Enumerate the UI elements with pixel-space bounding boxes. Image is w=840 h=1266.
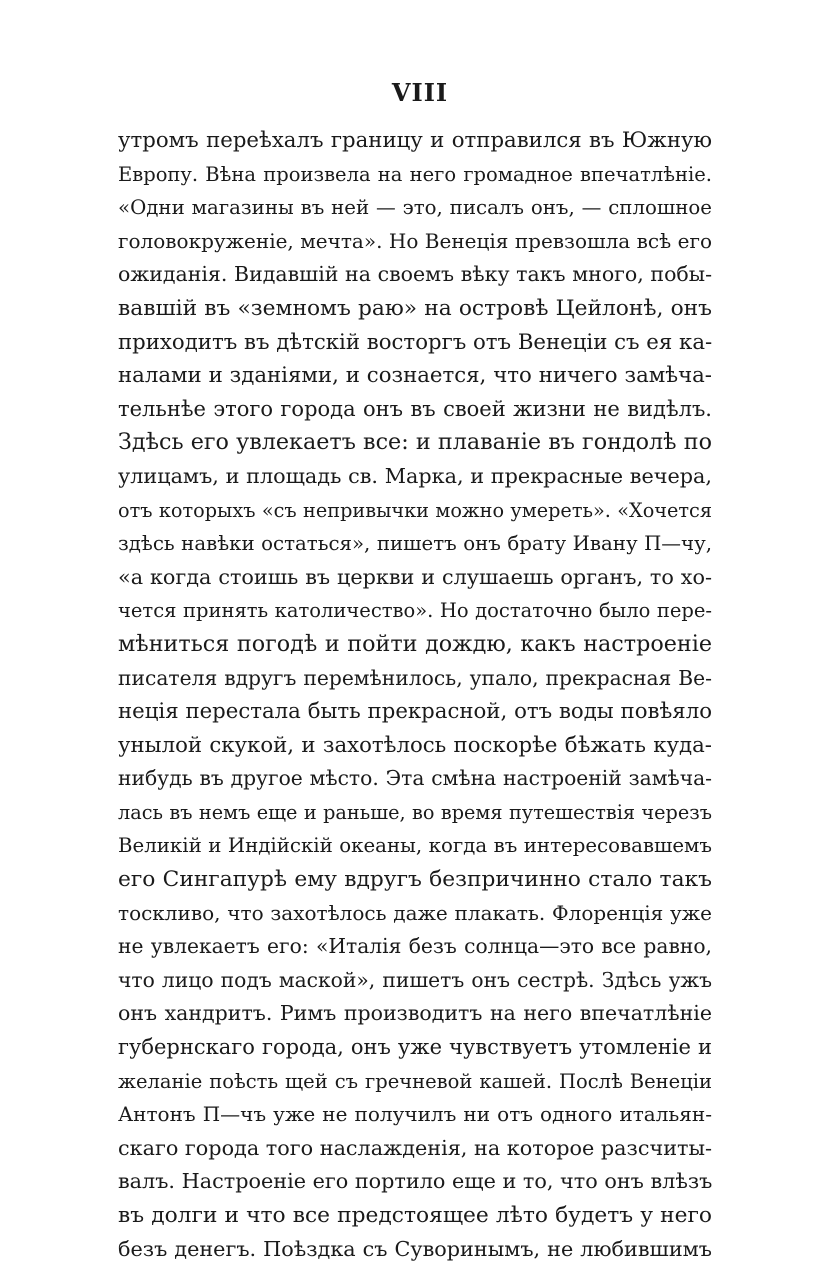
text-line: онъ хандритъ. Римъ производитъ на него впечатлѣніе — [118, 1001, 712, 1026]
text-line: вавшій въ «земномъ раю» на островѣ Цейлонѣ, онъ — [118, 295, 712, 321]
text-line: улицамъ, и площадь св. Марка, и прекрасные вечера, — [118, 463, 712, 488]
text-line: нибудь въ другое мѣсто. Эта смѣна настроеній замѣча- — [118, 766, 712, 791]
text-line: чется принять католичество». Но достаточно было пере- — [118, 599, 712, 623]
text-line: утромъ переѣхалъ границу и отправился въ Южную — [118, 128, 712, 153]
text-line: приходитъ въ дѣтскій восторгъ отъ Венеціи съ ея ка- — [118, 329, 712, 355]
text-line: Здѣсь его увлекаетъ все: и плаваніе въ гондолѣ по — [118, 429, 712, 456]
text-line: желаніе поѣсть щей съ гречневой кашей. Послѣ Венеціи — [118, 1069, 712, 1093]
text-line: скаго города того наслажденія, на которое разсчиты- — [118, 1135, 712, 1160]
text-line: головокруженіе, мечта». Но Венеція превзошла всѣ его — [118, 228, 712, 253]
text-line: налами и зданіями, и сознается, что ничего замѣча- — [118, 363, 712, 389]
text-line: ожиданія. Видавшій на своемъ вѣку такъ много, побы- — [118, 262, 712, 287]
text-line: его Сингапурѣ ему вдругъ безпричинно стало такъ — [118, 867, 712, 893]
text-line: «Одни магазины въ ней — это, писалъ онъ, — сплошное — [118, 196, 712, 220]
text-line: Европу. Вѣна произвела на него громадное впечатлѣніе. — [118, 162, 712, 186]
text-line: валъ. Настроеніе его портило еще и то, что онъ влѣзъ — [118, 1169, 712, 1194]
text-line: не увлекаетъ его: «Италія безъ солнца—это все равно, — [118, 934, 712, 959]
text-line: лась въ немъ еще и раньше, во время путешествія черезъ — [118, 800, 712, 824]
text-line: неція перестала быть прекрасной, отъ воды повѣяло — [118, 699, 712, 725]
text-line: тельнѣе этого города онъ въ своей жизни не видѣлъ. — [118, 396, 712, 421]
text-line: губернскаго города, онъ уже чувствуетъ утомленіе и — [118, 1035, 712, 1060]
text-line: въ долги и что все предстоящее лѣто будетъ у него — [118, 1203, 712, 1228]
text-line: унылой скукой, и захотѣлось поскорѣе бѣжать куда- — [118, 732, 712, 758]
text-line: что лицо подъ маской», пишетъ онъ сестрѣ. Здѣсь ужъ — [118, 967, 712, 992]
text-line: писателя вдругъ перемѣнилось, упало, прекрасная Ве- — [118, 665, 712, 690]
text-line: Антонъ П—чъ уже не получилъ ни отъ одного итальян- — [118, 1102, 712, 1127]
text-line: Великій и Индійскій океаны, когда въ интересовавшемъ — [118, 834, 712, 858]
body-text — [118, 124, 712, 1266]
text-line: здѣсь навѣки остаться», пишетъ онъ брату Ивану П—чу, — [118, 532, 712, 556]
text-line: тоскливо, что захотѣлось даже плакать. Флоренція уже — [118, 900, 712, 925]
text-line: безъ денегъ. Поѣздка съ Суворинымъ, не любившимъ — [118, 1236, 712, 1261]
text-line: мѣниться погодѣ и пойти дождю, какъ настроеніе — [118, 630, 712, 657]
page-number: VIII — [391, 78, 449, 107]
text-line: отъ которыхъ «съ непривычки можно умереть». «Хочется — [118, 498, 712, 522]
text-line: «а когда стоишь въ церкви и слушаешь органъ, то хо- — [118, 564, 712, 589]
